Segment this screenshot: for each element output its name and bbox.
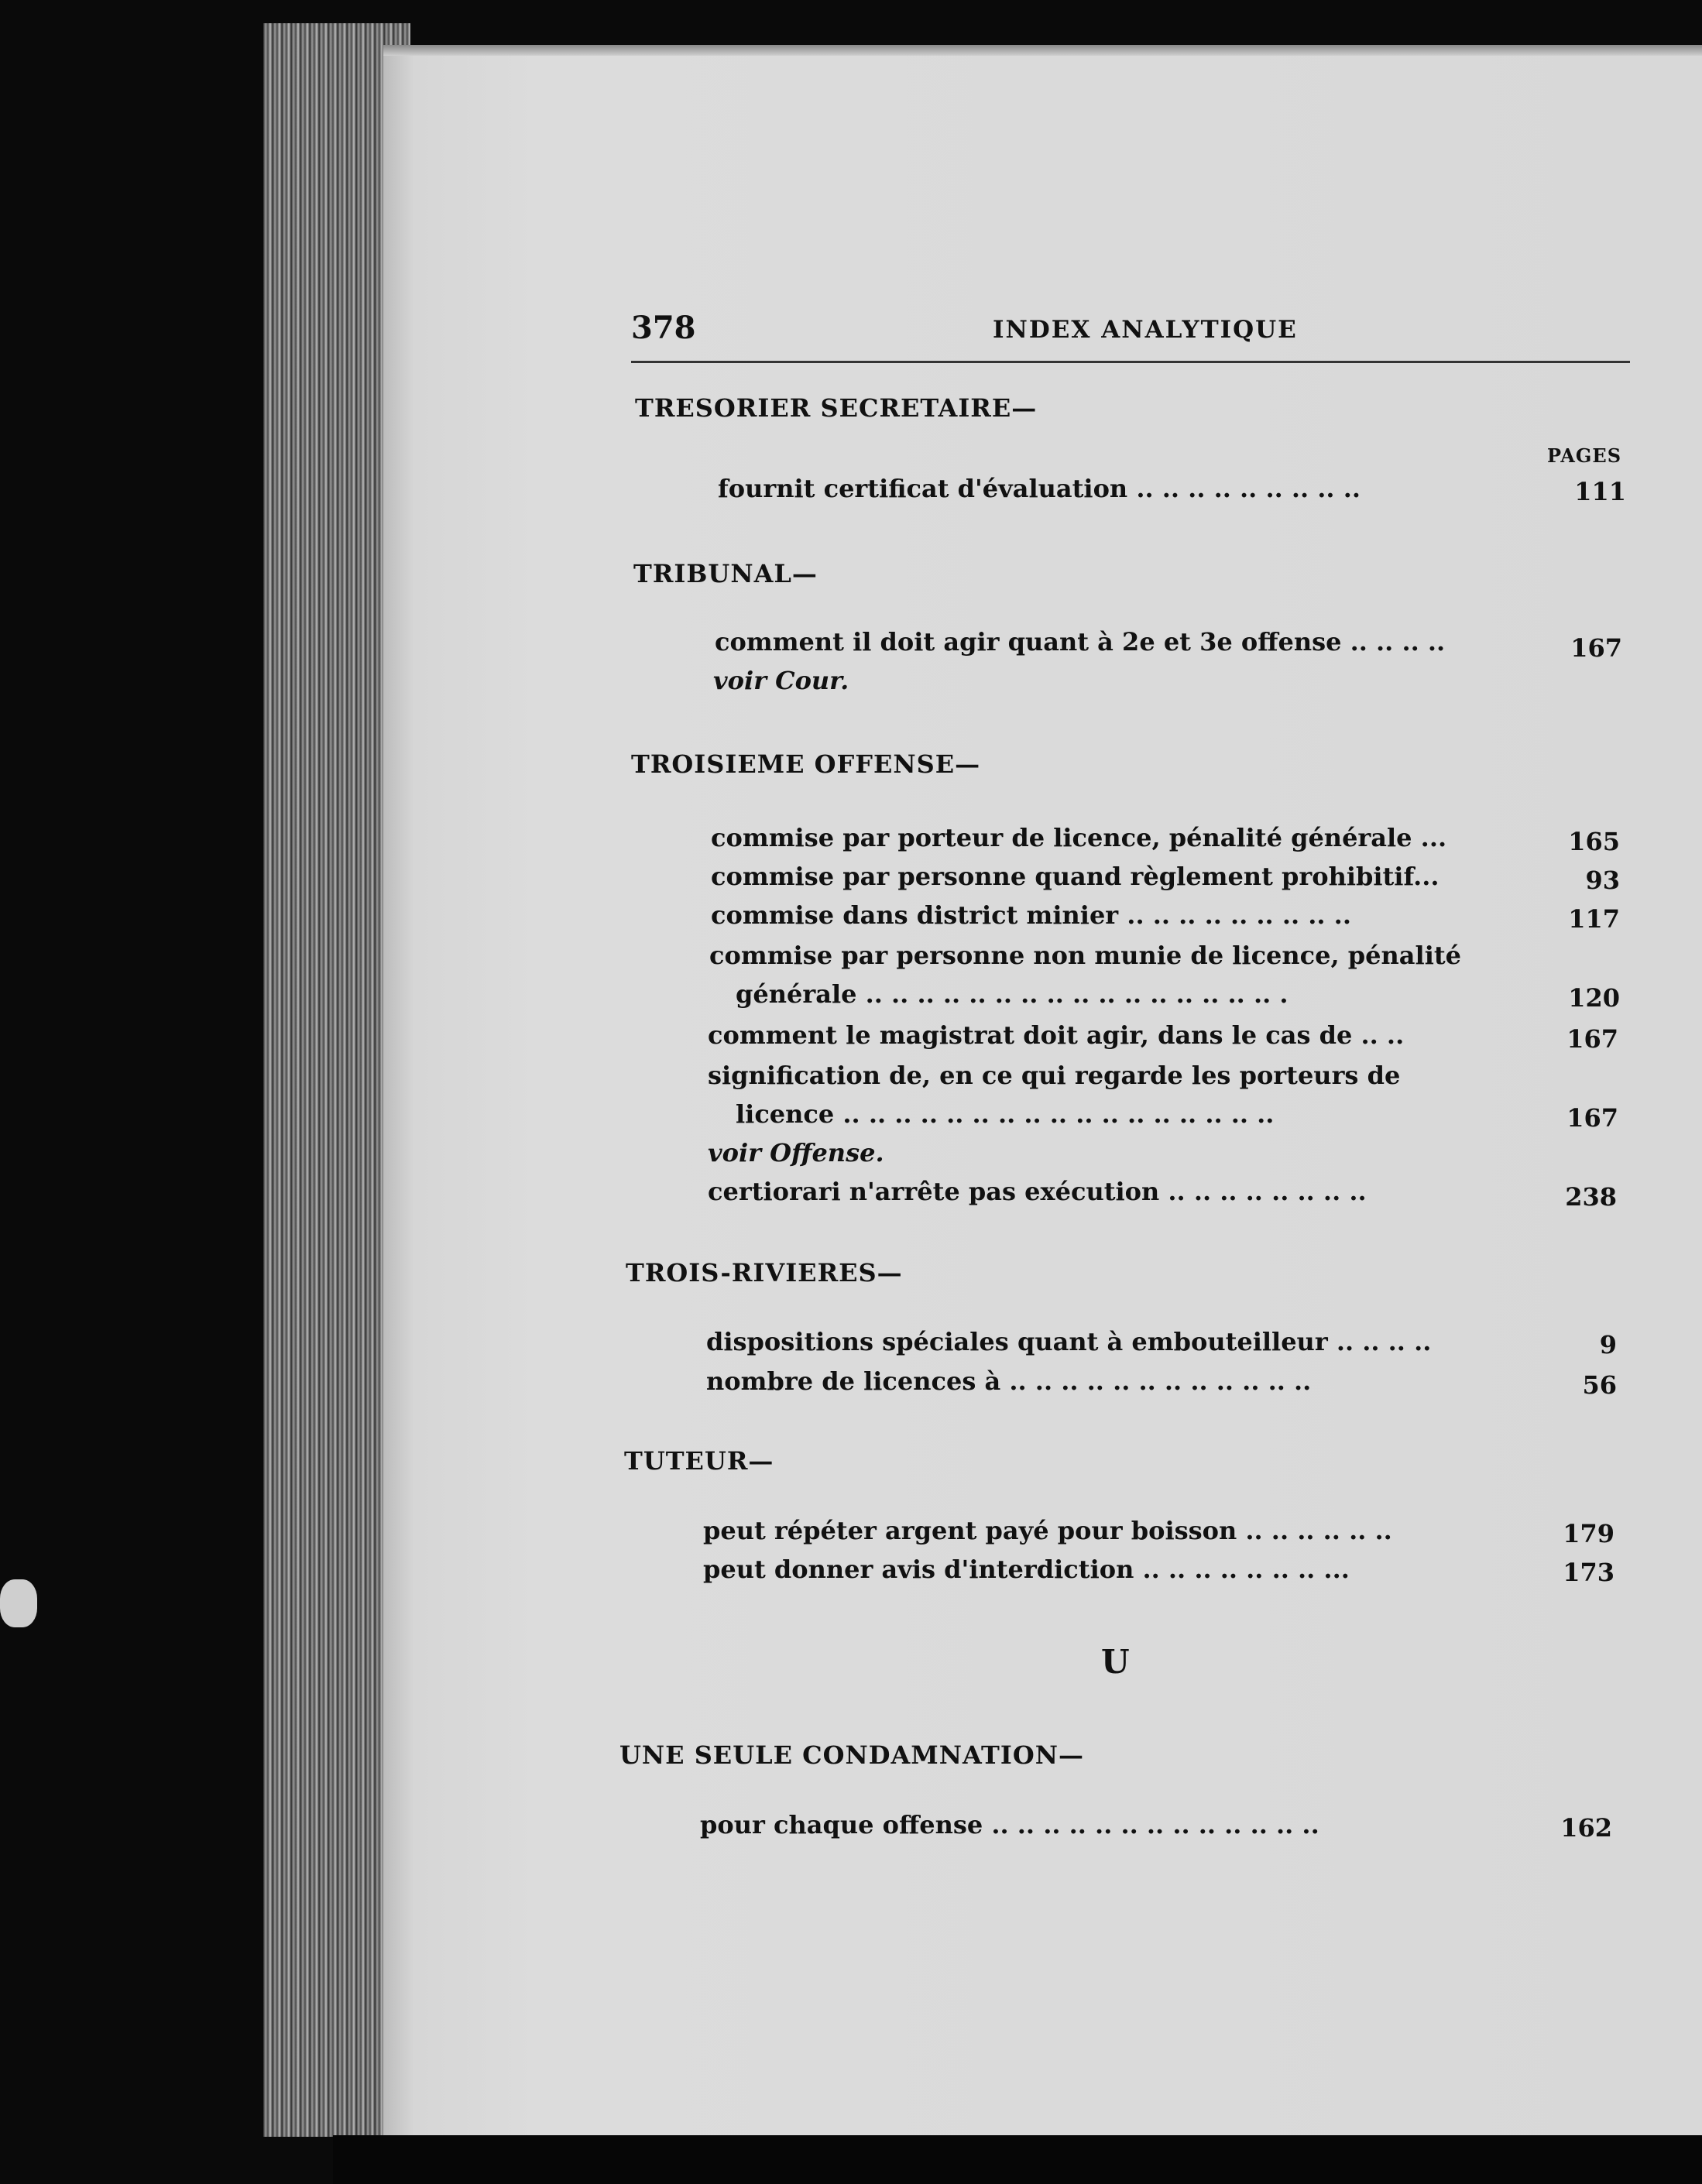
header-rule: [631, 361, 1630, 363]
index-entry: comment il doit agir quant à 2e et 3e offense .. .. .. ..: [715, 627, 1446, 657]
index-entry: comment le magistrat doit agir, dans le cas de .. ..: [708, 1020, 1405, 1050]
page-ref: 117: [1568, 904, 1620, 934]
index-entry: commise par personne non munie de licence, pénalité: [709, 941, 1461, 970]
page-ref: 179: [1563, 1519, 1614, 1548]
page-ref: 56: [1582, 1370, 1617, 1400]
page-ref: 9: [1599, 1330, 1617, 1359]
page-ref: 167: [1566, 1024, 1618, 1054]
section-heading: TROIS-RIVIERES—: [626, 1258, 903, 1287]
index-entry-see-also: voir Cour.: [713, 666, 849, 695]
bottom-shadow: [333, 2135, 1702, 2184]
page-ref: 167: [1566, 1103, 1618, 1133]
index-entry-see-also: voir Offense.: [708, 1138, 884, 1167]
section-heading: TRIBUNAL—: [633, 559, 818, 588]
page-ref: 93: [1585, 866, 1620, 895]
index-entry: dispositions spéciales quant à embouteilleur .. .. .. ..: [706, 1327, 1432, 1356]
page-ref: 120: [1568, 983, 1620, 1013]
section-heading: TUTEUR—: [624, 1446, 774, 1476]
page-ref: 238: [1565, 1182, 1617, 1212]
index-entry-continuation: licence .. .. .. .. .. .. .. .. .. .. .. .. .. .. .. .. ..: [736, 1099, 1275, 1129]
pages-label: PAGES: [1547, 444, 1622, 467]
page-stain: [0, 1579, 37, 1627]
index-entry: peut donner avis d'interdiction .. .. .. .. .. .. .. ...: [703, 1555, 1350, 1584]
page-ref: 167: [1570, 633, 1622, 663]
index-entry: nombre de licences à .. .. .. .. .. .. .. .. .. .. .. ..: [706, 1366, 1312, 1396]
index-entry: commise par porteur de licence, pénalité générale ...: [711, 823, 1447, 852]
page-ref: 162: [1560, 1813, 1612, 1843]
index-entry: commise dans district minier .. .. .. .. .. .. .. .. ..: [711, 900, 1351, 930]
page-number: 378: [631, 310, 696, 346]
index-entry-continuation: générale .. .. .. .. .. .. .. .. .. .. .. .. .. .. .. .. .: [736, 979, 1289, 1009]
page-ref: 111: [1574, 477, 1626, 506]
section-heading: UNE SEULE CONDAMNATION—: [619, 1740, 1084, 1770]
page-ref: 165: [1568, 827, 1620, 856]
running-title: INDEX ANALYTIQUE: [993, 316, 1298, 344]
section-heading: TROISIEME OFFENSE—: [631, 749, 981, 779]
index-entry: peut répéter argent payé pour boisson .. .. .. .. .. ..: [703, 1516, 1392, 1545]
index-entry: fournit certificat d'évaluation .. .. .. .. .. .. .. .. ..: [718, 474, 1361, 503]
index-entry: pour chaque offense .. .. .. .. .. .. .. .. .. .. .. .. ..: [700, 1810, 1319, 1839]
page-top-edge: [383, 45, 1702, 56]
index-entry: signification de, en ce qui regarde les porteurs de: [708, 1061, 1401, 1090]
page-ref: 173: [1563, 1558, 1614, 1587]
section-heading: TRESORIER SECRETAIRE—: [635, 393, 1038, 423]
index-entry: certiorari n'arrête pas exécution .. .. .. .. .. .. .. ..: [708, 1177, 1367, 1206]
letter-divider: U: [1101, 1643, 1130, 1681]
index-entry: commise par personne quand règlement prohibitif...: [711, 862, 1439, 891]
